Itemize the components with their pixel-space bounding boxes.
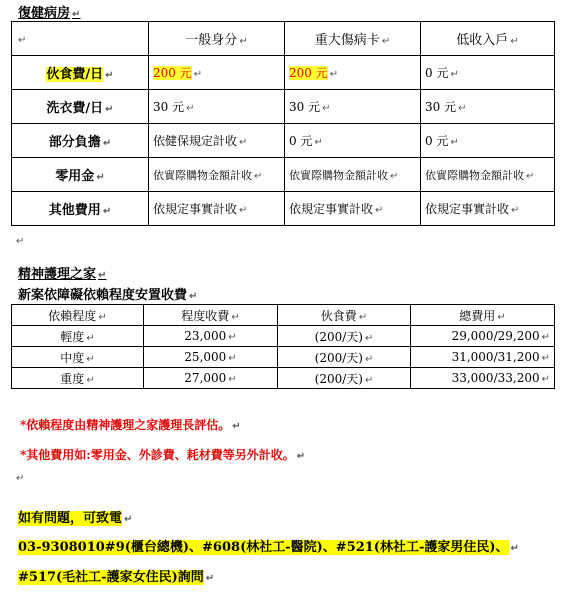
table-row bbox=[12, 192, 555, 226]
contact-intro: 如有問題，可致電 ↵ bbox=[18, 511, 133, 526]
row-label: 洗衣費/日 ↵ bbox=[12, 90, 149, 124]
table-cell: (200/天) ↵ bbox=[278, 368, 411, 389]
table-cell: 重度 ↵ bbox=[12, 368, 144, 389]
col-header: 依賴程度 ↵ bbox=[12, 305, 144, 326]
table-header-row bbox=[12, 22, 555, 56]
table-cell: 29,000/29,200 ↵ bbox=[411, 326, 555, 347]
psych-fee-table bbox=[11, 304, 555, 389]
table-header-row bbox=[12, 305, 555, 326]
row-label: 部分負擔 ↵ bbox=[12, 124, 149, 158]
section2-title: 精神護理之家 ↵ bbox=[18, 267, 107, 282]
table-row bbox=[12, 90, 555, 124]
table-cell: 0 元 ↵ bbox=[285, 124, 421, 158]
table-cell: 依實際購物金額計收 ↵ bbox=[285, 158, 421, 192]
table-cell: 25,000 ↵ bbox=[144, 347, 278, 368]
table-cell: 依規定事實計收 ↵ bbox=[149, 192, 285, 226]
table-cell: 輕度 ↵ bbox=[12, 326, 144, 347]
table-cell: 200 元 ↵ bbox=[149, 56, 285, 90]
table-row bbox=[12, 368, 555, 389]
col-header: 伙食費 ↵ bbox=[278, 305, 411, 326]
table-cell: 30 元 ↵ bbox=[285, 90, 421, 124]
table-row bbox=[12, 56, 555, 90]
table-cell: 0 元 ↵ bbox=[421, 56, 555, 90]
table-cell: 中度 ↵ bbox=[12, 347, 144, 368]
table-row bbox=[12, 158, 555, 192]
table-cell: 依規定事實計收 ↵ bbox=[285, 192, 421, 226]
contact-phone: 03-9308010#9(櫃台總機)、#608(林社工-醫院)、#521(林社工-護家男住民)、 ↵ bbox=[18, 540, 519, 555]
section2-subtitle: 新案依障礙依賴程度安置收費 ↵ bbox=[18, 288, 198, 303]
col-header: 一般身分 ↵ bbox=[149, 22, 285, 56]
col-header: 程度收費 ↵ bbox=[144, 305, 278, 326]
table-row bbox=[12, 347, 555, 368]
table-row bbox=[12, 326, 555, 347]
rehab-fee-table bbox=[11, 21, 555, 226]
table-cell: 依實際購物金額計收 ↵ bbox=[149, 158, 285, 192]
table-cell: 0 元 ↵ bbox=[421, 124, 555, 158]
paragraph-mark: ↵ bbox=[16, 236, 25, 247]
table-cell: 33,000/33,200 ↵ bbox=[411, 368, 555, 389]
row-label: 其他費用 ↵ bbox=[12, 192, 149, 226]
table-cell: 依實際購物金額計收 ↵ bbox=[421, 158, 555, 192]
row-label: 伙食費/日 ↵ bbox=[12, 56, 149, 90]
col-header: 重大傷病卡 ↵ bbox=[285, 22, 421, 56]
corner-cell: ↵ bbox=[12, 22, 149, 56]
table-cell: 30 元 ↵ bbox=[149, 90, 285, 124]
table-row bbox=[12, 124, 555, 158]
row-label: 零用金 ↵ bbox=[12, 158, 149, 192]
table-cell: 200 元 ↵ bbox=[285, 56, 421, 90]
paragraph-mark: ↵ bbox=[16, 473, 25, 484]
table-cell: 23,000 ↵ bbox=[144, 326, 278, 347]
col-header: 低收入戶 ↵ bbox=[421, 22, 555, 56]
table-cell: 27,000 ↵ bbox=[144, 368, 278, 389]
table-cell: (200/天) ↵ bbox=[278, 326, 411, 347]
note-other-fees: *其他費用如:零用金、外診費、耗材費等另外計收。 ↵ bbox=[20, 448, 306, 462]
note-dependency: *依賴程度由精神護理之家護理長評估。 ↵ bbox=[20, 418, 241, 432]
col-header: 總費用 ↵ bbox=[411, 305, 555, 326]
section1-title: 復健病房 ↵ bbox=[18, 6, 81, 21]
table-cell: 依健保規定計收 ↵ bbox=[149, 124, 285, 158]
table-cell: 30 元 ↵ bbox=[421, 90, 555, 124]
table-cell: (200/天) ↵ bbox=[278, 347, 411, 368]
table-cell: 31,000/31,200 ↵ bbox=[411, 347, 555, 368]
table-cell: 依規定事實計收 ↵ bbox=[421, 192, 555, 226]
contact-extensions: #517(毛社工-護家女住民)詢問 ↵ bbox=[18, 570, 215, 585]
